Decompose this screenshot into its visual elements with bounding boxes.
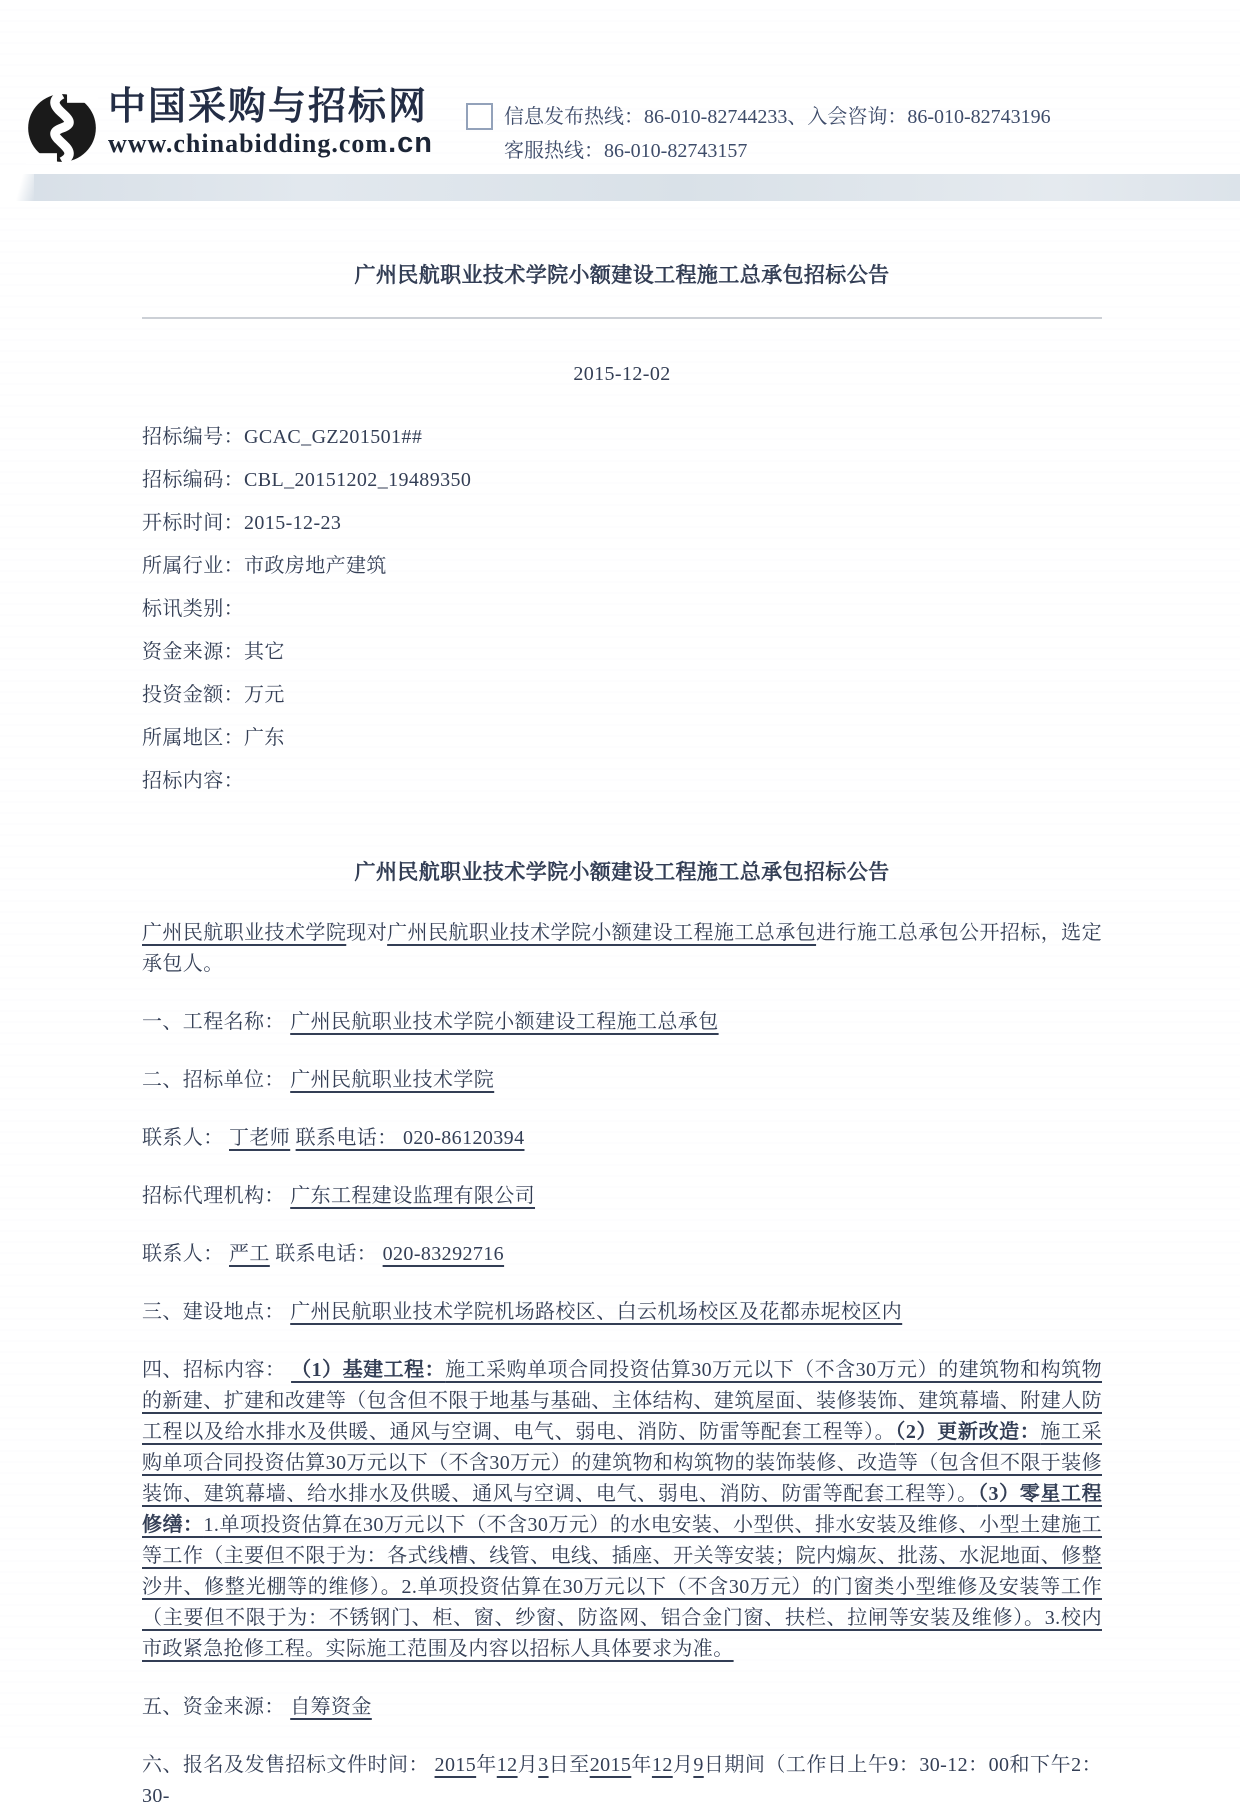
meta-field-label: 招标编号： [142, 426, 244, 448]
meta-field-line [142, 723, 1102, 754]
text-segment: 3 [538, 1754, 549, 1776]
hotline-line-1: 信息发布热线：86-010-82744233、入会咨询：86-010-82743196 [504, 106, 1051, 128]
section-6-schedule [142, 1750, 1102, 1812]
letterhead-checkbox [466, 103, 493, 130]
meta-fields [142, 422, 1102, 797]
meta-field-line [142, 594, 1102, 625]
logo-url-main: www.chinabidding.com [108, 129, 389, 158]
text-segment: 施工采购单项合同投资估算30万元以下（不含30万元）的建筑物和构筑物的装饰装修、改造等（包含但不限于装修装饰、建筑幕墙、给水排水及供暖、通风与空调、电气、弱电、消防、防雷等配套工程等）。 [142, 1421, 1103, 1505]
text-segment: 广州民航职业技术学院 [142, 922, 347, 944]
document-body [142, 200, 1102, 1812]
meta-field-label: 招标编码： [142, 469, 244, 491]
logo-site-url [108, 128, 433, 159]
meta-field-value: GCAC_GZ201501## [244, 426, 423, 448]
text-segment: （2）更新改造： [895, 1421, 1041, 1443]
text-segment: 12 [651, 1754, 673, 1776]
contact-tenderer [142, 1123, 1102, 1154]
meta-field-line [142, 422, 1102, 453]
text-segment: 9 [693, 1754, 704, 1776]
meta-field-value: 市政房地产建筑 [244, 555, 387, 577]
meta-field-label: 开标时间： [142, 512, 244, 534]
meta-field-line [142, 680, 1102, 711]
contact-agency [142, 1239, 1102, 1270]
text-segment: 五、资金来源： [142, 1696, 291, 1718]
text-segment: 广州民航职业技术学院小额建设工程施工总承包 [387, 922, 817, 944]
letterhead-hotlines [504, 100, 1051, 168]
section-1-project-name [142, 1007, 1102, 1038]
section-2-tenderer [142, 1065, 1102, 1096]
section-5-funding [142, 1692, 1102, 1723]
text-segment: 四、招标内容： [142, 1359, 292, 1381]
text-segment: 六、报名及发售招标文件时间： [142, 1754, 435, 1776]
text-segment: 一、工程名称： [142, 1011, 291, 1033]
body-announcement-title: 广州民航职业技术学院小额建设工程施工总承包招标公告 [354, 860, 890, 884]
text-segment: 自筹资金 [290, 1696, 372, 1718]
meta-field-value: 其它 [244, 641, 285, 663]
letterhead-band [0, 174, 1240, 201]
title-divider [142, 317, 1102, 319]
text-segment: 丁老师 [229, 1127, 291, 1149]
text-segment: 联系人： [142, 1127, 229, 1149]
logo-text [108, 86, 433, 159]
text-segment: 联系电话： [269, 1243, 383, 1265]
text-segment: 广州民航职业技术学院机场路校区、白云机场校区及花都赤坭校区内 [290, 1301, 903, 1323]
body-blocks [142, 918, 1102, 1812]
text-segment: 年 [476, 1754, 497, 1776]
text-segment: 月 [672, 1754, 694, 1776]
meta-field-line [142, 766, 1102, 797]
text-segment: 联系电话： 020-86120394 [295, 1127, 525, 1149]
section-4-content [142, 1355, 1102, 1665]
text-segment: 1.单项投资估算在30万元以下（不含30万元）的水电安装、小型供、排水安装及维修、小型土建施工等工作（主要但不限于为：各式线槽、线管、电线、插座、开关等安装；院内煽灰、批荡、水泥地面、修整沙井、修整光棚等的维修）。2.单项投资估算在30万元以下（不含30万元）的门窗类小型维修及安装等工作（主要但不限于为：不锈钢门、柜、窗、纱窗、防盗网、铝合金门窗、扶栏、拉闸等安装及维修）。3.校内市政紧急抢修工程。实际施工范围及内容以招标人具体要求为准。 [142, 1514, 1102, 1660]
meta-field-value: 2015-12-23 [244, 512, 342, 534]
text-segment: 日至 [548, 1754, 590, 1776]
meta-field-label: 投资金额： [142, 684, 244, 706]
text-segment: 年 [631, 1754, 652, 1776]
intro-paragraph [142, 918, 1102, 980]
text-segment: 施工采购单项合同投资估算30万元以下（不含30万元）的建筑物和构筑物的新建、扩建和改建等（包含但不限于地基与基础、主体结构、建筑屋面、装修装饰、建筑幕墙、附建人防工程以及给水排水及供暖、通风与空调、电气、弱电、消防、防雷等配套工程等）。 [142, 1359, 1103, 1443]
logo-site-name: 中国采购与招标网 [108, 86, 429, 128]
meta-field-label: 所属行业： [142, 555, 244, 577]
meta-field-value: 万元 [244, 684, 285, 706]
meta-field-label: 所属地区： [142, 727, 244, 749]
logo-url-suffix: .cn [388, 127, 433, 159]
text-segment: 广州民航职业技术学院小额建设工程施工总承包 [290, 1011, 719, 1033]
letterhead-band-notch [0, 174, 34, 201]
meta-field-value: CBL_20151202_19489350 [244, 469, 472, 491]
text-segment: 招标代理机构： [142, 1185, 291, 1207]
hotline-line-2: 客服热线：86-010-82743157 [504, 140, 748, 162]
text-segment: 广州民航职业技术学院 [290, 1069, 495, 1091]
meta-field-label: 招标内容： [142, 770, 244, 792]
chinabidding-logo-icon [26, 90, 98, 166]
text-segment: （1）基建工程： [291, 1359, 446, 1381]
text-segment: 进行施工总承包公开招标，选定承包人。 [142, 922, 1102, 975]
text-segment: 日期间（工作日上午9：30-12：00和下午2：30- [142, 1754, 1102, 1807]
meta-field-line [142, 508, 1102, 539]
meta-field-line [142, 551, 1102, 582]
text-segment: 12 [496, 1754, 518, 1776]
text-segment: 2015 [434, 1754, 477, 1776]
meta-field-value: 广东 [244, 727, 285, 749]
text-segment: 月 [517, 1754, 539, 1776]
text-segment: 现对 [346, 922, 388, 944]
meta-field-line [142, 465, 1102, 496]
meta-field-line [142, 637, 1102, 668]
text-segment: 2015 [589, 1754, 632, 1776]
announcement-title: 广州民航职业技术学院小额建设工程施工总承包招标公告 [354, 263, 890, 287]
site-logo [26, 86, 433, 166]
text-segment: 广东工程建设监理有限公司 [290, 1185, 536, 1207]
agency [142, 1181, 1102, 1212]
text-segment: 020-83292716 [382, 1243, 505, 1265]
meta-field-label: 标讯类别： [142, 598, 244, 620]
text-segment: 三、建设地点： [142, 1301, 291, 1323]
meta-field-label: 资金来源： [142, 641, 244, 663]
publish-date: 2015-12-02 [573, 363, 671, 385]
text-segment: 二、招标单位： [142, 1069, 291, 1091]
section-3-location [142, 1297, 1102, 1328]
text-segment: （3）零星工程修缮： [142, 1483, 1102, 1536]
text-segment: 严工 [229, 1243, 270, 1265]
text-segment: 联系人： [142, 1243, 229, 1265]
